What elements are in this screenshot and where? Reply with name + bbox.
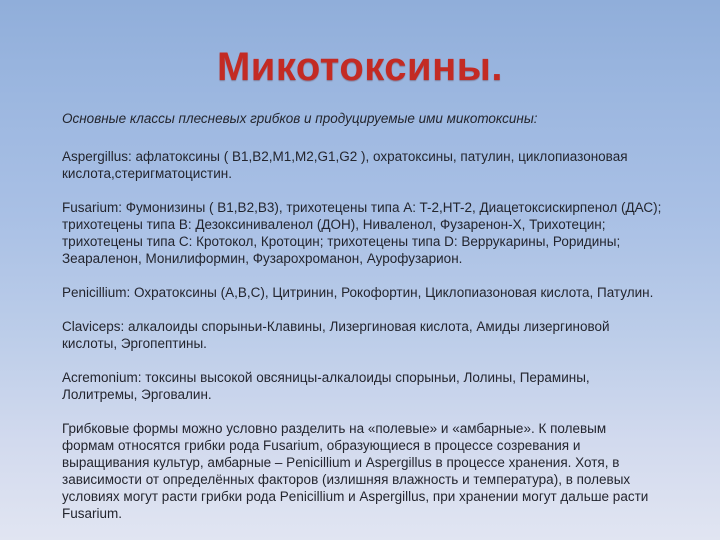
body-paragraph: Penicillium: Охратоксины (A,B,C), Цитринин, Рокофортин, Циклопиазоновая кислота, Патулин. (62, 285, 654, 300)
body-paragraph: Грибковые формы можно условно разделить на «полевые» и «амбарные». К полевым формам относятся грибки рода Fusarium, образующиеся в процессе созревания и выращивания культур, амбарные – Penicillium и Aspergillus в процессе хранения. Хотя, в зависимости от определённых факторов (излишняя влажность и температура), в полевых условиях могут расти грибки рода Penicillium и Aspergillus, при хранении могут дальше расти Fusarium. (62, 421, 649, 521)
slide-title: Микотоксины. (216, 45, 504, 89)
slide-body (62, 110, 662, 539)
body-paragraph: Fusarium: Фумонизины ( B1,B2,B3), трихотецены типа A: T-2,HT-2, Диацетоксискирпенол (ДАС); трихотецены типа B: Дезоксиниваленол (ДОН), Ниваленол, Фузаренон-X, Трихотецин; трихотецены типа C: Кротокол, Кротоцин; трихотецены типа D: Веррукарины, Роридины; Зеараленон, Монилиформин, Фузарохроманон, Аурофузарион. (62, 200, 662, 266)
body-paragraph: Claviceps: алкалоиды спорыньи-Клавины, Лизергиновая кислота, Амиды лизергиновой кислоты, Эргопептины. (62, 319, 610, 351)
intro-line: Основные классы плесневых грибков и продуцируемые ими микотоксины: (62, 111, 538, 126)
paragraph-list (62, 148, 662, 522)
body-paragraph: Aspergillus: афлатоксины ( B1,B2,M1,M2,G1,G2 ), охратоксины, патулин, циклопиазоновая кислота,стеригматоцистин. (62, 149, 628, 181)
body-paragraph: Acremonium: токсины высокой овсяницы-алкалоиды спорыньи, Лолины, Перамины, Лолитремы, Эрговалин. (62, 370, 590, 402)
